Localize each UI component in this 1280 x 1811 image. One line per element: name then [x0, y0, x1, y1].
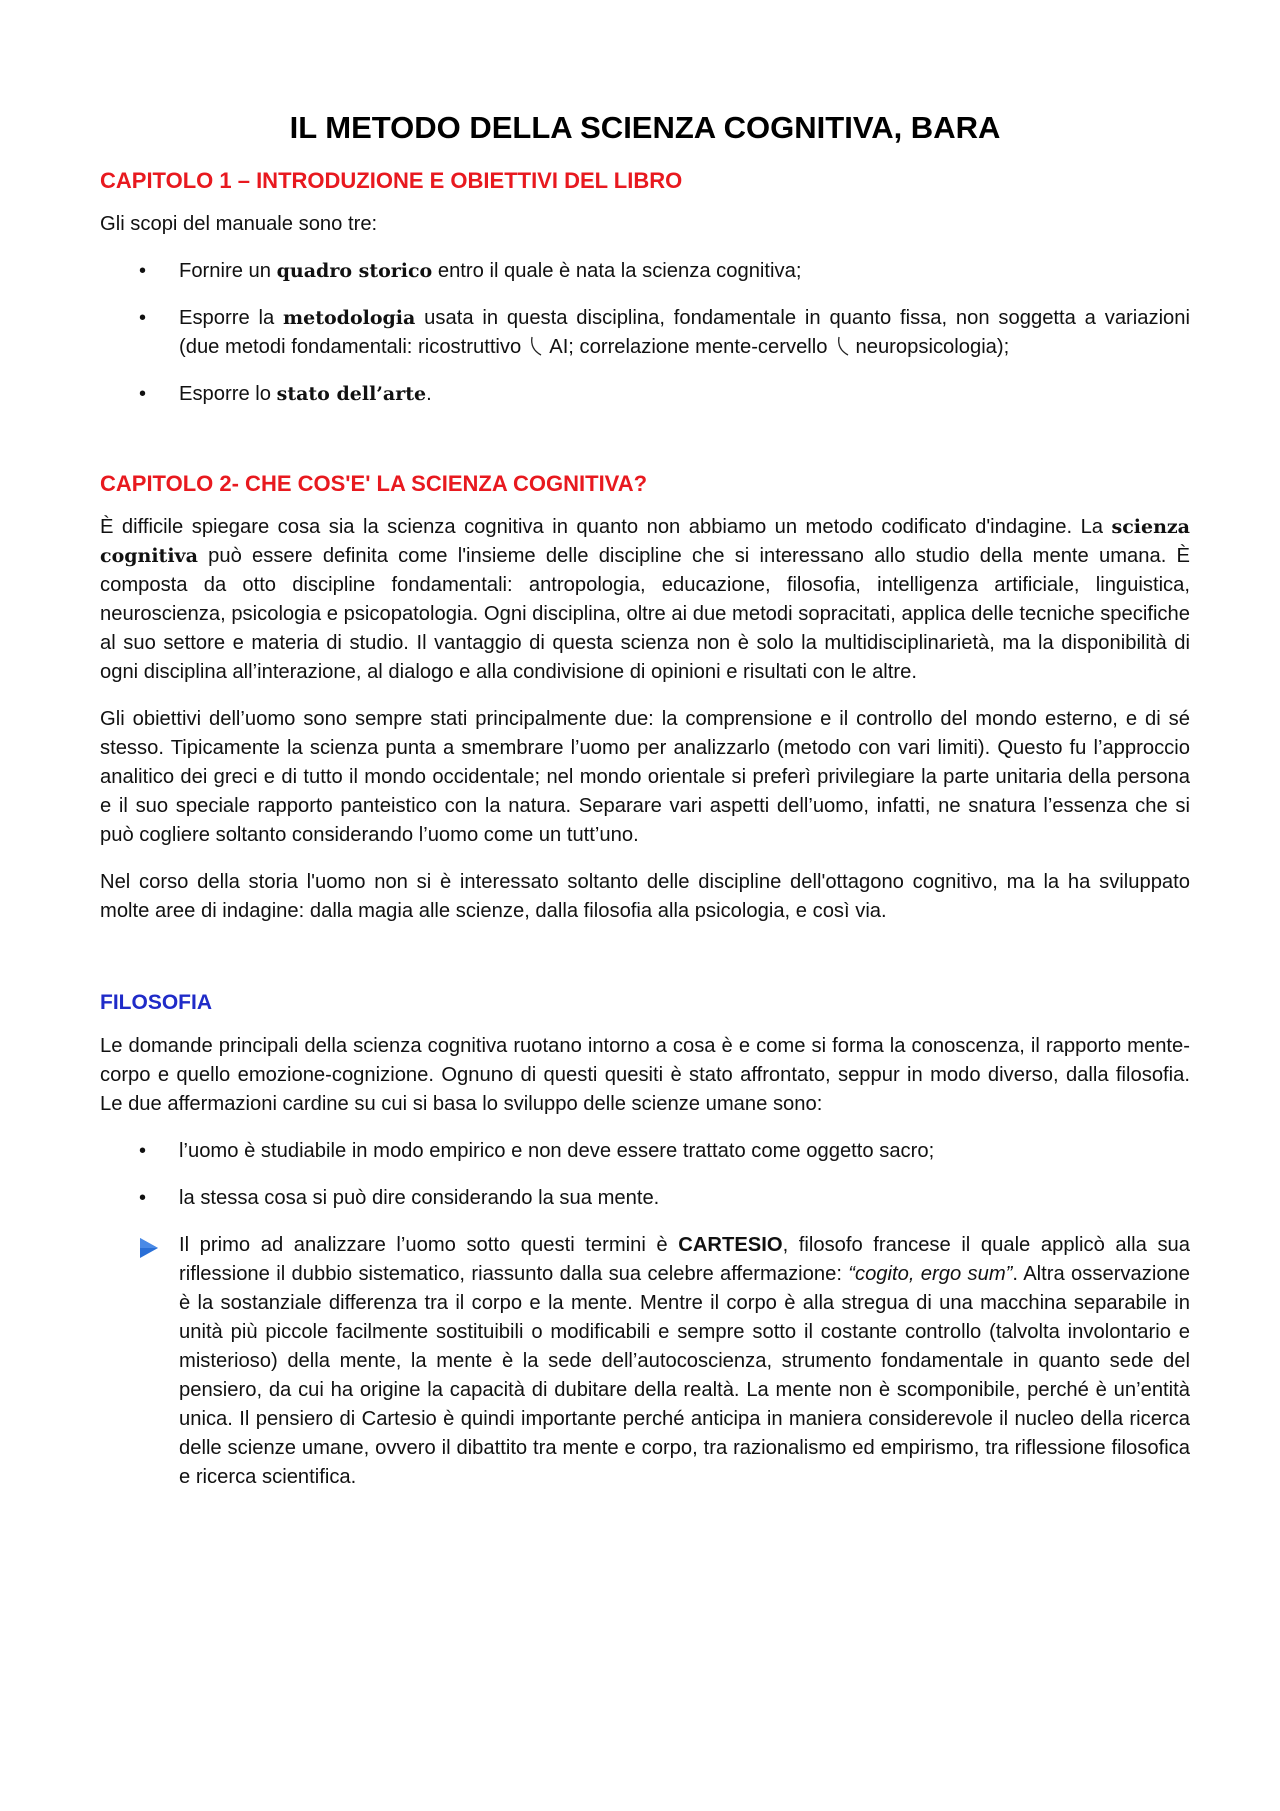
text-run: Esporre la: [179, 307, 284, 329]
bullet-icon: •: [139, 307, 147, 329]
chapter-2-paragraph-3: Nel corso della storia l'uomo non si è interessato soltanto delle discipline dell'ottagono cognitivo, ma la ha sviluppato molte aree di indagine: dalla magia alle scienze, dalla filosofia alla psicologia, e così via.: [100, 871, 1190, 922]
list-item: [100, 1137, 1190, 1166]
chapter-1-list: [100, 257, 1190, 409]
text-run: AI; correlazione mente-cervello: [549, 336, 828, 358]
spacer: [100, 427, 1190, 469]
filosofia-paragraph-1: Le domande principali della scienza cognitiva ruotano intorno a cosa è e come si forma la conoscenza, il rapporto mente-corpo e quello emozione-cognizione. Ognuno di questi quesiti è stato affrontato, seppur in modo diverso, dalla filosofia. Le due affermazioni cardine su cui si basa lo sviluppo delle scienze umane sono:: [100, 1035, 1190, 1115]
list-item: [100, 304, 1190, 362]
text-run: può essere definita come l'insieme delle discipline che si interessano allo studio della mente umana. È composta da otto discipline fondamentali: antropologia, educazione, filosofia, intelligenza artificiale, linguistica, neuroscienza, psicologia e psicopatologia. Ogni disciplina, oltre ai due metodi sopracitati, applica delle tecniche specifiche al suo settore e materia di studio. Il vantaggio di questa scienza non è solo la multidisciplinarietà, ma la disponibilità di ogni disciplina all’interazione, al dialogo e alla condivisione di opinioni e risultati con le altre.: [100, 545, 1190, 683]
text-run: usata in questa disciplina, fondamentale in quanto fissa, non soggetta a variazioni (due metodi fondamentali: ricostruttivo: [179, 307, 1190, 358]
list-item: [100, 1184, 1190, 1213]
text-run: la stessa cosa si può dire considerando la sua mente.: [179, 1187, 660, 1209]
chapter-1-intro: Gli scopi del manuale sono tre:: [100, 213, 378, 235]
filosofia-heading: FILOSOFIA: [100, 991, 212, 1014]
italic-quote: “cogito, ergo sum”: [848, 1263, 1013, 1285]
text-run: . Altra osservazione è la sostanziale differenza tra il corpo e la mente. Mentre il corpo è alla stregua di una macchina separabile in unità più piccole facilmente sostituibili o modificabili e sempre sotto il costante controllo (talvolta involontario e misterioso) della mente, la mente è la sede dell’autocoscienza, strumento fondamentale in quanto sede del pensiero, da cui ha origine la capacità di dubitare della realtà. La mente non è scomponibile, perché è un’entità unica. Il pensiero di Cartesio è quindi importante perché anticipa in maniera considerevole il nucleo della ricerca delle scienze umane, ovvero il dibattito tra mente e corpo, tra razionalismo ed empirismo, tra riflessione filosofica e ricerca scientifica.: [179, 1263, 1190, 1488]
chapter-1-heading: CAPITOLO 1 – INTRODUZIONE E OBIETTIVI DEL LIBRO: [100, 168, 683, 193]
arrow-icon: [836, 335, 850, 357]
list-item: [100, 257, 1190, 286]
list-item: [100, 380, 1190, 409]
bullet-icon: •: [139, 1187, 147, 1209]
text-run: , filosofo francese il quale applicò alla sua riflessione il dubbio sistematico, riassunto dalla sua celebre affermazione:: [179, 1234, 1190, 1285]
chapter-2-paragraph-2: Gli obiettivi dell’uomo sono sempre stati principalmente due: la comprensione e il controllo del mondo esterno, e di sé stesso. Tipicamente la scienza punta a smembrare l’uomo per analizzarlo (metodo con vari limiti). Questo fu l’approccio analitico dei greci e di tutto il mondo occidentale; nel mondo orientale si preferì privilegiare la parte unitaria della persona e il suo speciale rapporto panteistico con la natura. Separare vari aspetti dell’uomo, infatti, ne snatura l’essenza che si può cogliere soltanto considerando l’uomo come un tutt’uno.: [100, 708, 1190, 846]
document-title: IL METODO DELLA SCIENZA COGNITIVA, BARA: [289, 110, 1001, 145]
bold-term: stato dell’arte: [276, 383, 427, 405]
bold-term: quadro storico: [276, 260, 433, 282]
text-run: neuropsicologia);: [855, 336, 1010, 358]
bullet-icon: •: [139, 1140, 147, 1162]
text-run: Fornire un: [179, 260, 277, 282]
bold-term: CARTESIO: [678, 1234, 783, 1256]
spacer: [100, 944, 1190, 988]
chapter-2-heading: CAPITOLO 2- CHE COS'E' LA SCIENZA COGNITIVA?: [100, 471, 648, 496]
bullet-icon: •: [139, 260, 147, 282]
text-run: l’uomo è studiabile in modo empirico e non deve essere trattato come oggetto sacro;: [179, 1140, 935, 1162]
text-run: .: [426, 383, 432, 405]
bullet-icon: •: [139, 383, 147, 405]
bold-term: metodologia: [283, 307, 416, 329]
triangle-arrow-icon: [138, 1236, 160, 1269]
text-run: Il primo ad analizzare l’uomo sotto questi termini è: [179, 1234, 679, 1256]
text-run: Esporre lo: [179, 383, 277, 405]
text-run: È difficile spiegare cosa sia la scienza cognitiva in quanto non abbiamo un metodo codificato d'indagine. La: [100, 516, 1112, 538]
chapter-2-paragraph-1: [100, 513, 1190, 687]
bold-term: scienza cognitiva: [100, 516, 1190, 567]
document-page: [100, 108, 1190, 1510]
arrow-icon: [529, 335, 543, 357]
text-run: entro il quale è nata la scienza cognitiva;: [432, 260, 802, 282]
filosofia-list: [100, 1137, 1190, 1213]
cartesio-paragraph: [100, 1231, 1190, 1492]
